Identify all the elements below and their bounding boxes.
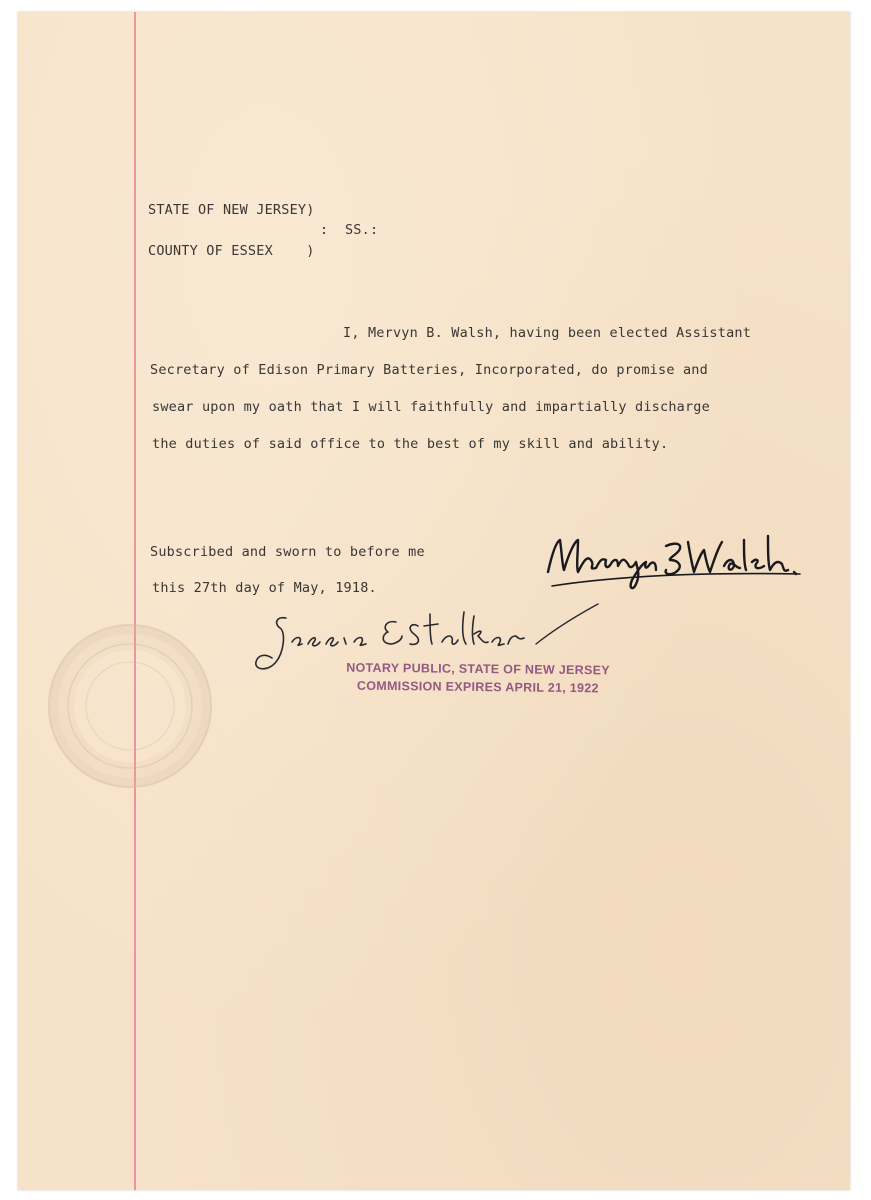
jurat-line-1: Subscribed and sworn to before me [150,544,425,560]
jurat-line-2: this 27th day of May, 1918. [152,580,377,596]
embossed-seal [48,624,212,788]
venue-state-line: STATE OF NEW JERSEY) [148,202,315,218]
venue-ss-mark: : SS.: [320,222,379,238]
notary-stamp [343,659,613,698]
oath-line-4: the duties of said office to the best of my skill and ability. [152,436,669,452]
venue-county-line: COUNTY OF ESSEX ) [148,243,315,259]
affiant-signature [538,524,808,604]
oath-line-1: I, Mervyn B. Walsh, having been elected Assistant [343,325,752,341]
oath-line-3: swear upon my oath that I will faithfully and impartially discharge [152,399,710,415]
notary-stamp-line-2: COMMISSION EXPIRES APRIL 21, 1922 [356,678,599,696]
oath-line-2: Secretary of Edison Primary Batteries, Incorporated, do promise and [150,362,708,378]
margin-rule [134,12,136,1190]
document-page [18,12,850,1190]
notary-stamp-line-1: NOTARY PUBLIC, STATE OF NEW JERSEY [346,660,611,678]
